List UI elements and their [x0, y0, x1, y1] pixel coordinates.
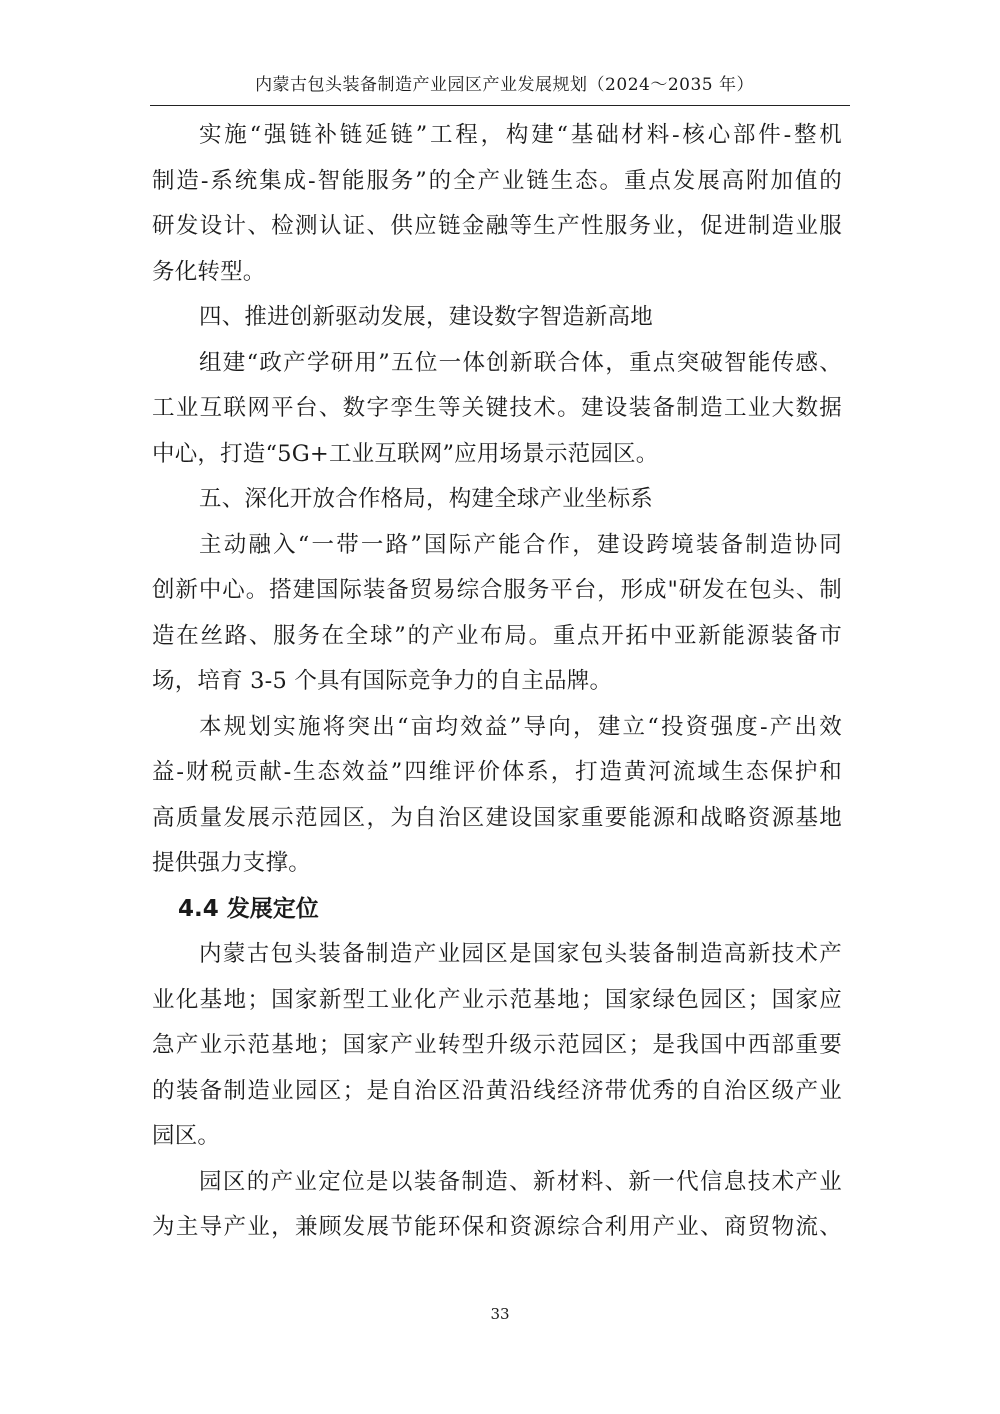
text-line: 研发设计、检测认证、供应链金融等生产性服务业，促进制造业服	[152, 213, 842, 239]
text-line: 业化基地；国家新型工业化产业示范基地；国家绿色园区；国家应	[152, 986, 842, 1013]
paragraph	[152, 705, 842, 887]
text-line: 创新中心。搭建国际装备贸易综合服务平台，形成"研发在包头、制	[152, 577, 842, 603]
text-line: 场，培育 3-5 个具有国际竞争力的自主品牌。	[152, 668, 613, 694]
subheading-five	[152, 477, 842, 523]
paragraph	[152, 932, 842, 1160]
text-line: 益-财税贡献-生态效益”四维评价体系，打造黄河流域生态保护和	[152, 759, 842, 785]
text-line: 四、推进创新驱动发展，建设数字智造新高地	[199, 304, 654, 330]
text-line: 为主导产业，兼顾发展节能环保和资源综合利用产业、商贸物流、	[152, 1214, 842, 1240]
document-title: 内蒙古包头装备制造产业园区产业发展规划（2024～2035 年）	[255, 75, 754, 95]
paragraph	[152, 523, 842, 705]
text-line: 急产业示范基地；国家产业转型升级示范园区；是我国中西部重要	[152, 1032, 842, 1058]
paragraph	[152, 1160, 842, 1251]
page-header	[150, 62, 850, 106]
text-line: 主动融入“一带一路”国际产能合作，建设跨境装备制造协同	[199, 531, 842, 558]
text-line: 提供强力支撑。	[152, 850, 311, 876]
text-line: 五、深化开放合作格局，构建全球产业坐标系	[199, 486, 654, 512]
text-line: 园区的产业定位是以装备制造、新材料、新一代信息技术产业	[199, 1168, 842, 1195]
text-line: 高质量发展示范园区，为自治区建设国家重要能源和战略资源基地	[152, 804, 842, 831]
text-line: 园区。	[152, 1123, 221, 1149]
subheading-four	[152, 295, 842, 341]
text-line: 务化转型。	[152, 258, 266, 285]
text-line: 工业互联网平台、数字孪生等关键技术。建设装备制造工业大数据	[152, 395, 842, 421]
text-line: 内蒙古包头装备制造产业园区是国家包头装备制造高新技术产	[199, 941, 842, 967]
text-line: 的装备制造业园区；是自治区沿黄沿线经济带优秀的自治区级产业	[152, 1077, 842, 1104]
text-line: 组建“政产学研用”五位一体创新联合体，重点突破智能传感、	[199, 349, 842, 376]
section-heading: 4.4 发展定位	[178, 895, 319, 922]
page-body	[152, 113, 842, 1251]
text-line: 本规划实施将突出“亩均效益”导向，建立“投资强度-产出效	[199, 713, 842, 740]
paragraph	[152, 113, 842, 295]
text-line: 中心，打造“5G+工业互联网”应用场景示范园区。	[152, 440, 659, 467]
page-number: 33	[490, 1305, 510, 1323]
text-line: 造在丝路、服务在全球”的产业布局。重点开拓中亚新能源装备市	[152, 622, 842, 649]
paragraph	[152, 341, 842, 478]
text-line: 实施“强链补链延链”工程，构建“基础材料-核心部件-整机	[199, 122, 842, 148]
text-line: 制造-系统集成-智能服务”的全产业链生态。重点发展高附加值的	[152, 167, 842, 194]
